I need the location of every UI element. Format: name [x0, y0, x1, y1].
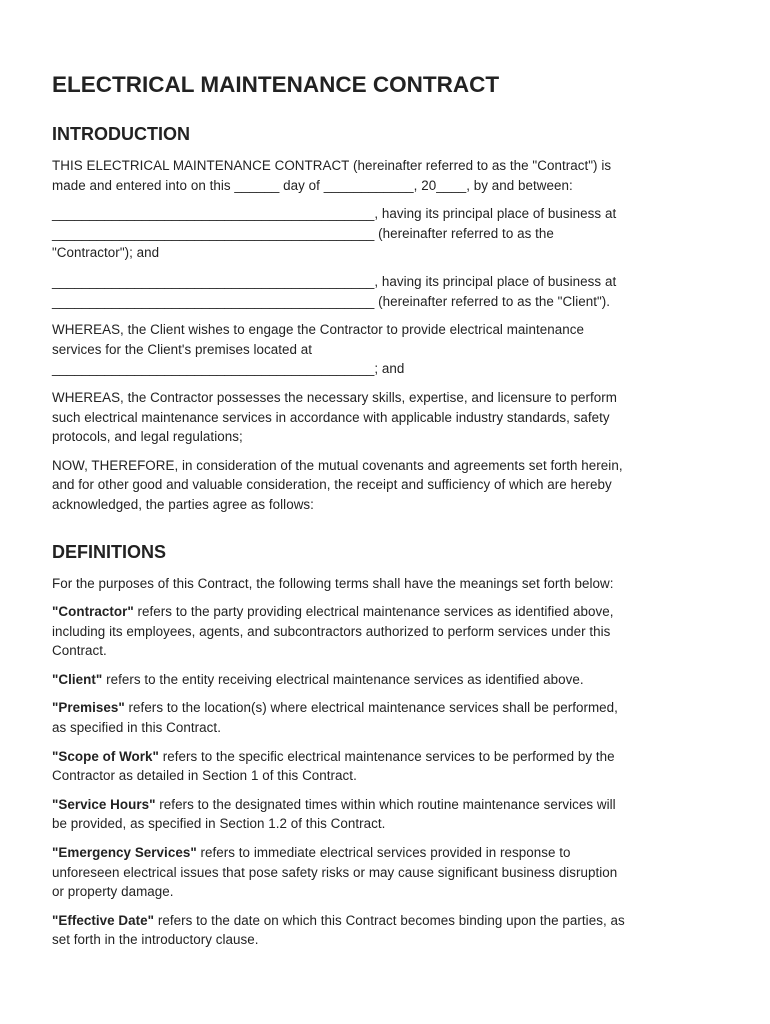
definition-text: refers to the party providing electrical maintenance services as identified above, including its employees, agents, and subcontractors authorized to perform services under this Contract.: [52, 604, 614, 659]
intro-paragraph-preamble: THIS ELECTRICAL MAINTENANCE CONTRACT (hereinafter referred to as the "Contract") is made and entered into on this ______ day of ____________, 20____, by and between:: [52, 158, 612, 193]
intro-paragraph-client-party: ___________________________________________, having its principal place of business at ___________________________________________ (hereinafter referred to as the "Client").: [52, 273, 617, 309]
definition-text: refers to immediate electrical services provided in response to unforeseen electrical issues that pose safety risks or may cause significant business disruption or property damage.: [52, 845, 618, 900]
definition-text: refers to the date on which this Contract becomes binding upon the parties, as set forth in the introductory clause.: [52, 912, 625, 948]
definition-text: refers to the designated times within which routine maintenance services will be provided, as specified in Section 1.2 of this Contract.: [52, 796, 616, 832]
definition-term: "Service Hours": [52, 796, 156, 812]
intro-paragraph-contractor-party: ___________________________________________, having its principal place of business at ___________________________________________ (hereinafter referred to as the "Contractor"); and: [52, 206, 617, 261]
definition-item-contractor: [52, 602, 717, 661]
definition-term: "Contractor": [52, 604, 134, 620]
introduction-heading: INTRODUCTION: [52, 124, 190, 144]
definitions-heading: DEFINITIONS: [52, 541, 167, 562]
intro-paragraph-now-therefore: NOW, THEREFORE, in consideration of the mutual covenants and agreements set forth herein, and for other good and valuable consideration, the receipt and sufficiency of which are hereby acknowledged, the parties agree as follows:: [52, 457, 623, 512]
definition-term: "Emergency Services": [52, 845, 197, 861]
definition-item-effective-date: [52, 911, 717, 950]
contract-page: [52, 70, 717, 950]
definition-term: "Scope of Work": [52, 748, 159, 764]
definition-item-premises: [52, 698, 717, 737]
definition-item-scope-of-work: [52, 747, 717, 786]
definition-item-emergency-services: [52, 843, 717, 902]
intro-paragraph-whereas-contractor: WHEREAS, the Contractor possesses the necessary skills, expertise, and licensure to perform such electrical maintenance services in accordance with applicable industry standards, safety protocols, and legal regulations;: [52, 389, 617, 445]
intro-paragraph-whereas-client: WHEREAS, the Client wishes to engage the Contractor to provide electrical maintenance services for the Client's premises located at ___________________________________________; and: [52, 322, 584, 377]
definition-term: "Client": [52, 671, 103, 687]
definition-text: refers to the location(s) where electrical maintenance services shall be performed, as specified in this Contract.: [52, 700, 618, 736]
definition-term: "Premises": [52, 700, 125, 716]
document-title: ELECTRICAL MAINTENANCE CONTRACT: [52, 72, 500, 97]
definition-term: "Effective Date": [52, 912, 155, 928]
definition-text: refers to the specific electrical maintenance services to be performed by the Contractor as detailed in Section 1 of this Contract.: [52, 748, 615, 784]
definition-text: refers to the entity receiving electrical maintenance services as identified above.: [102, 671, 584, 687]
definition-item-service-hours: [52, 795, 717, 834]
definitions-intro: For the purposes of this Contract, the following terms shall have the meanings set forth below:: [52, 575, 614, 591]
definition-item-client: [52, 670, 717, 690]
